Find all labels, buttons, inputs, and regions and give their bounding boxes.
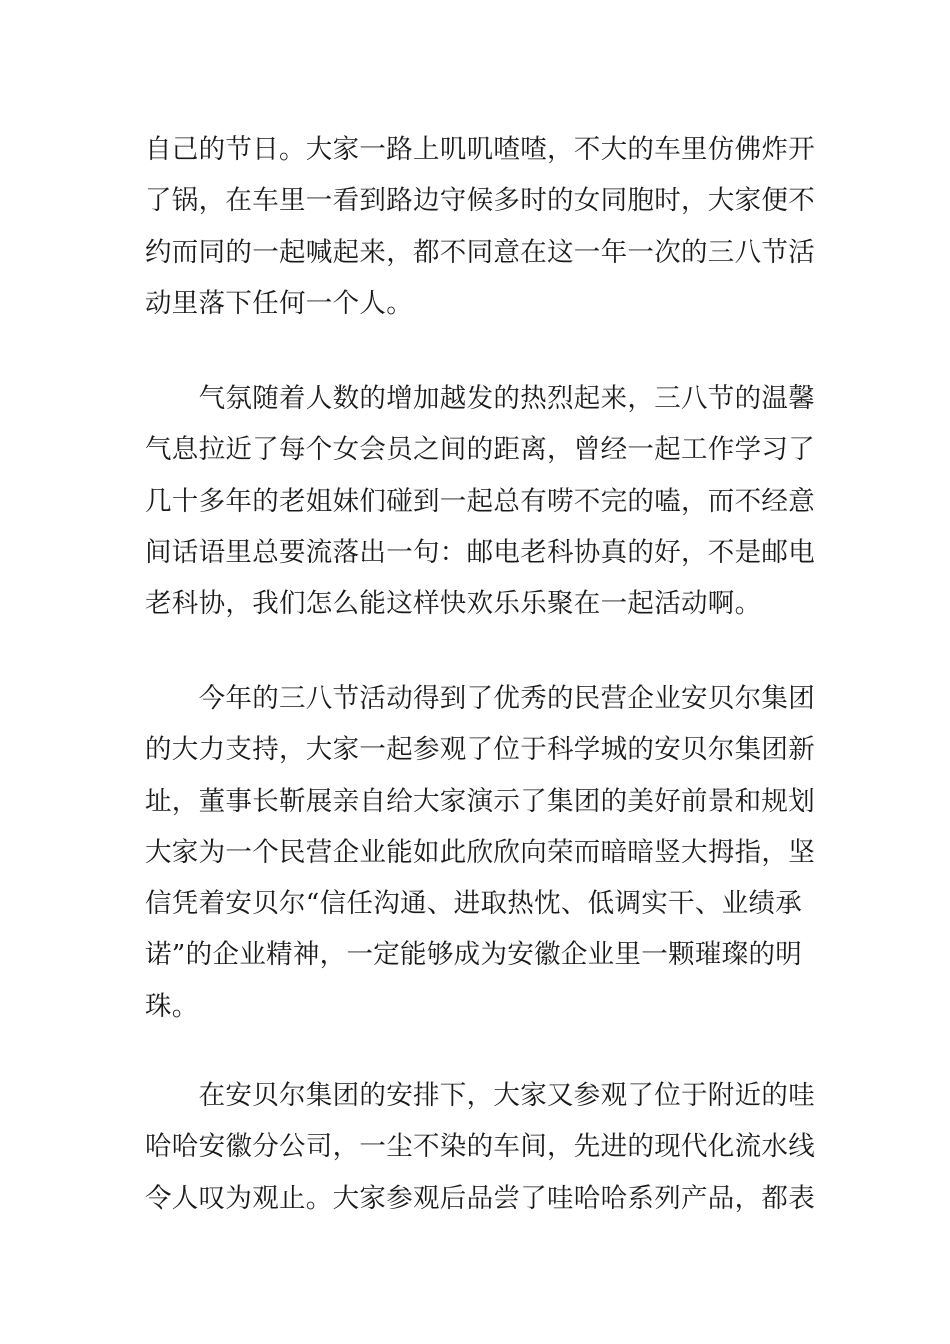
paragraph-1 [145, 124, 815, 329]
paragraph-3 [145, 673, 815, 1032]
text-line: 今年的三八节活动得到了优秀的民营企业安贝尔集团 [145, 683, 815, 714]
text-line: 动里落下任何一个人。 [145, 287, 413, 319]
text-line: 信凭着安贝尔“信任沟通、进取热忱、低调实干、业绩承 [145, 888, 803, 920]
text-line: 老科协，我们怎么能这样快欢乐乐聚在一起活动啊。 [145, 588, 762, 620]
text-line: 珠。 [145, 990, 199, 1022]
text-line: 大家为一个民营企业能如此欣欣向荣而暗暗竖大拇指，坚 [145, 836, 815, 868]
paragraph-2 [145, 373, 815, 629]
text-line: 几十多年的老姐妹们碰到一起总有唠不完的嗑，而不经意 [145, 485, 815, 517]
text-line: 的大力支持，大家一起参观了位于科学城的安贝尔集团新 [145, 734, 815, 766]
text-line: 间话语里总要流落出一句：邮电老科协真的好，不是邮电 [145, 536, 815, 568]
text-line: 约而同的一起喊起来，都不同意在这一年一次的三八节活 [145, 236, 815, 268]
text-line: 令人叹为观止。大家参观后品尝了哇哈哈系列产品，都表 [145, 1182, 815, 1214]
text-line: 哈哈安徽分公司，一尘不染的车间，先进的现代化流水线 [145, 1131, 815, 1163]
text-line: 了锅，在车里一看到路边守候多时的女同胞时，大家便不 [145, 185, 815, 217]
text-line: 气息拉近了每个女会员之间的距离，曾经一起工作学习了 [145, 434, 815, 466]
text-line: 气氛随着人数的增加越发的热烈起来，三八节的温馨 [145, 383, 815, 414]
text-line: 诺”的企业精神，一定能够成为安徽企业里一颗璀璨的明 [145, 939, 803, 971]
paragraph-4 [145, 1070, 815, 1224]
text-line: 址，董事长靳展亲自给大家演示了集团的美好前景和规划 [145, 785, 815, 817]
text-line: 在安贝尔集团的安排下，大家又参观了位于附近的哇 [145, 1080, 815, 1111]
text-line: 自己的节日。大家一路上叽叽喳喳，不大的车里仿佛炸开 [145, 134, 815, 165]
